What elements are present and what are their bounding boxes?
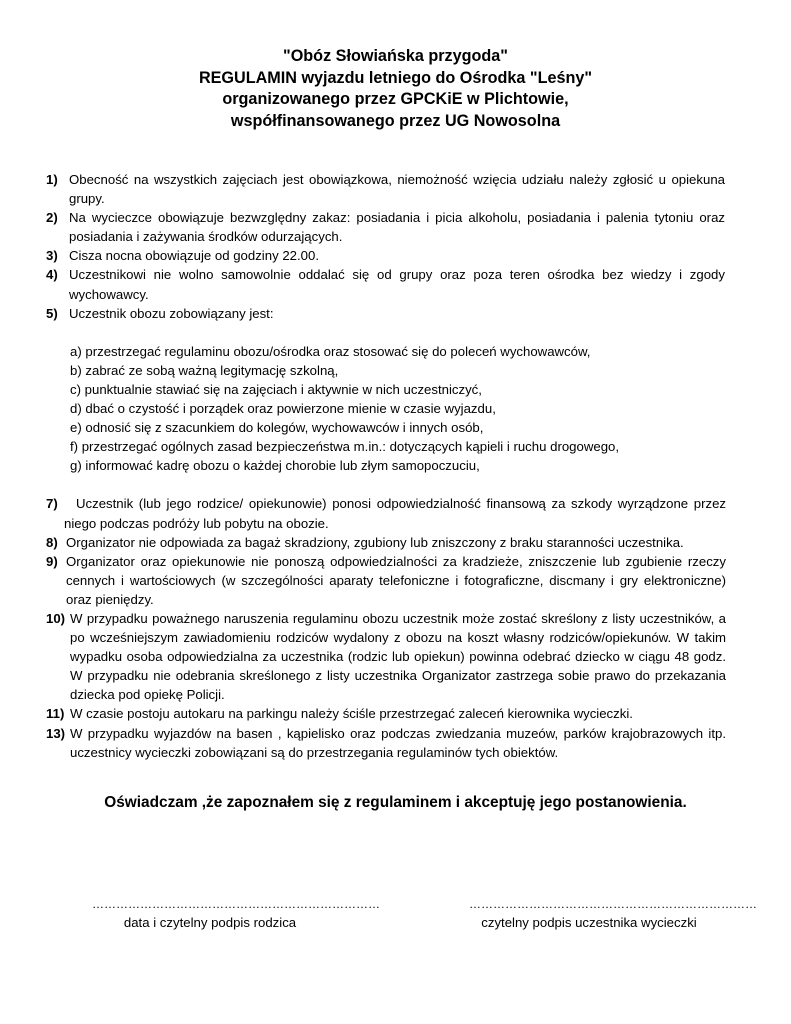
rule-text: Obecność na wszystkich zajęciach jest obowiązkowa, niemożność wzięcia udziału należy zgłosić u opiekuna grupy. xyxy=(69,172,725,207)
rule-number: 9) xyxy=(46,553,58,569)
rule-text: W przypadku wyjazdów na basen , kąpielisko oraz podczas zwiedzania muzeów, parków krajobrazowych itp. uczestnicy wycieczki zobowiązani są do przestrzegania regulaminów tych obiektów. xyxy=(70,725,726,760)
rule-10 xyxy=(0,609,791,704)
rule-number: 10) xyxy=(46,610,66,626)
rule-number: 11) xyxy=(46,706,65,722)
rule-4 xyxy=(0,265,791,303)
rule-text: Uczestnik (lub jego rodzice/ opiekunowie) ponosi odpowiedzialność finansową za szkody wyrządzone przez niego podczas podróży lub pobytu na obozie. xyxy=(64,496,726,531)
rule-text: Uczestnik obozu zobowiązany jest: xyxy=(69,305,274,321)
title-line-3: organizowanego przez GPCKiE w Plichtowie, xyxy=(222,90,569,109)
rule-number: 1) xyxy=(46,172,58,187)
rule-number: 3) xyxy=(46,248,58,264)
rule-1 xyxy=(0,170,791,208)
declaration-statement: Oświadczam ,że zapoznałem się z regulaminem i akceptuję jego postanowienia. xyxy=(104,794,687,811)
rule-13 xyxy=(0,724,791,762)
title-line-1: "Obóz Słowiańska przygoda" xyxy=(283,47,508,65)
subrule-f: f) przestrzegać ogólnych zasad bezpieczeństwa m.in.: dotyczących kąpieli i ruchu drogowego, xyxy=(70,439,620,455)
rule-text: Uczestnikowi nie wolno samowolnie oddalać się od grupy oraz poza teren ośrodka bez wiedzy i zgody wychowawcy. xyxy=(69,267,725,302)
rule-text: Organizator nie odpowiada za bagaż skradziony, zgubiony lub zniszczony z braku staranności uczestnika. xyxy=(66,534,684,550)
rule-text: Cisza nocna obowiązuje od godziny 22.00. xyxy=(69,248,319,264)
subrule-c: c) punktualnie stawiać się na zajęciach i aktywnie w nich uczestniczyć, xyxy=(70,381,482,397)
rule-text: W czasie postoju autokaru na parkingu należy ściśle przestrzegać zaleceń kierownika wycieczki. xyxy=(70,706,633,722)
document-title xyxy=(0,46,791,132)
rule-number: 7) xyxy=(46,496,58,512)
rules-list xyxy=(0,170,791,762)
rule-11 xyxy=(0,704,791,723)
rule-number: 8) xyxy=(46,534,58,550)
subrule-g: g) informować kadrę obozu o każdej chorobie lub złym samopoczuciu, xyxy=(70,458,480,474)
rule-text: Organizator oraz opiekunowie nie ponoszą odpowiedzialności za kradzieże, zniszczenie lub zgubienie rzeczy cennych i wartościowych (w szczególności aparaty telefoniczne i fotograficzne, discmany i gry elektroniczne) oraz pieniędzy. xyxy=(66,553,726,607)
subrule-b: b) zabrać ze sobą ważną legitymację szkolną, xyxy=(70,362,339,378)
rule-5 xyxy=(0,304,791,323)
parent-signature-block xyxy=(92,897,380,930)
subrule-e: e) odnosić się z szacunkiem do kolegów, wychowawców i innych osób, xyxy=(70,420,484,436)
title-line-2: REGULAMIN wyjazdu letniego do Ośrodka "Leśny" xyxy=(198,68,593,87)
rule-2 xyxy=(0,208,791,246)
rule-text: Na wycieczce obowiązuje bezwzględny zakaz: posiadania i picia alkoholu, posiadania i palenia tytoniu oraz posiadania i zażywania środków odurzających. xyxy=(69,210,725,245)
rule-text: W przypadku poważnego naruszenia regulaminu obozu uczestnik może zostać skreślony z listy uczestników, a po wcześniejszym zawiadomieniu rodziców wydalony z obozu na koszt własny rodziców/opiekunów. W takim wypadku osoba odpowiedzialna za uczestnika (rodzic lub opiekun) powinna odebrać dziecko w ciągu 48 godz. W przypadku nie odebrania skreślonego z listy uczestnika Organizator zastrzega sobie prawo do przekazania dziecka pod opiekę Policji. xyxy=(70,610,726,703)
rule-8 xyxy=(0,533,791,552)
title-line-4: współfinansowanego przez UG Nowosolna xyxy=(230,111,561,130)
rule-number: 5) xyxy=(46,305,58,321)
rule-9 xyxy=(0,552,791,609)
participant-signature-block xyxy=(469,897,757,930)
participant-signature-label: czytelny podpis uczestnika wycieczki xyxy=(481,915,697,930)
rule-number: 2) xyxy=(46,210,58,226)
rule-number: 4) xyxy=(46,267,58,283)
rule-number: 13) xyxy=(46,725,66,741)
signature-line: ……………………………………………………………… xyxy=(92,897,380,911)
subrule-a: a) przestrzegać regulaminu obozu/ośrodka oraz stosować się do poleceń wychowawców, xyxy=(70,343,591,359)
subrules-list xyxy=(70,342,791,476)
subrule-d: d) dbać o czystość i porządek oraz powierzone mienie w czasie wyjazdu, xyxy=(70,401,496,417)
rule-3 xyxy=(0,246,791,265)
signature-line: ……………………………………………………………… xyxy=(469,897,757,911)
parent-signature-label: data i czytelny podpis rodzica xyxy=(123,915,297,930)
rule-7 xyxy=(0,494,791,532)
